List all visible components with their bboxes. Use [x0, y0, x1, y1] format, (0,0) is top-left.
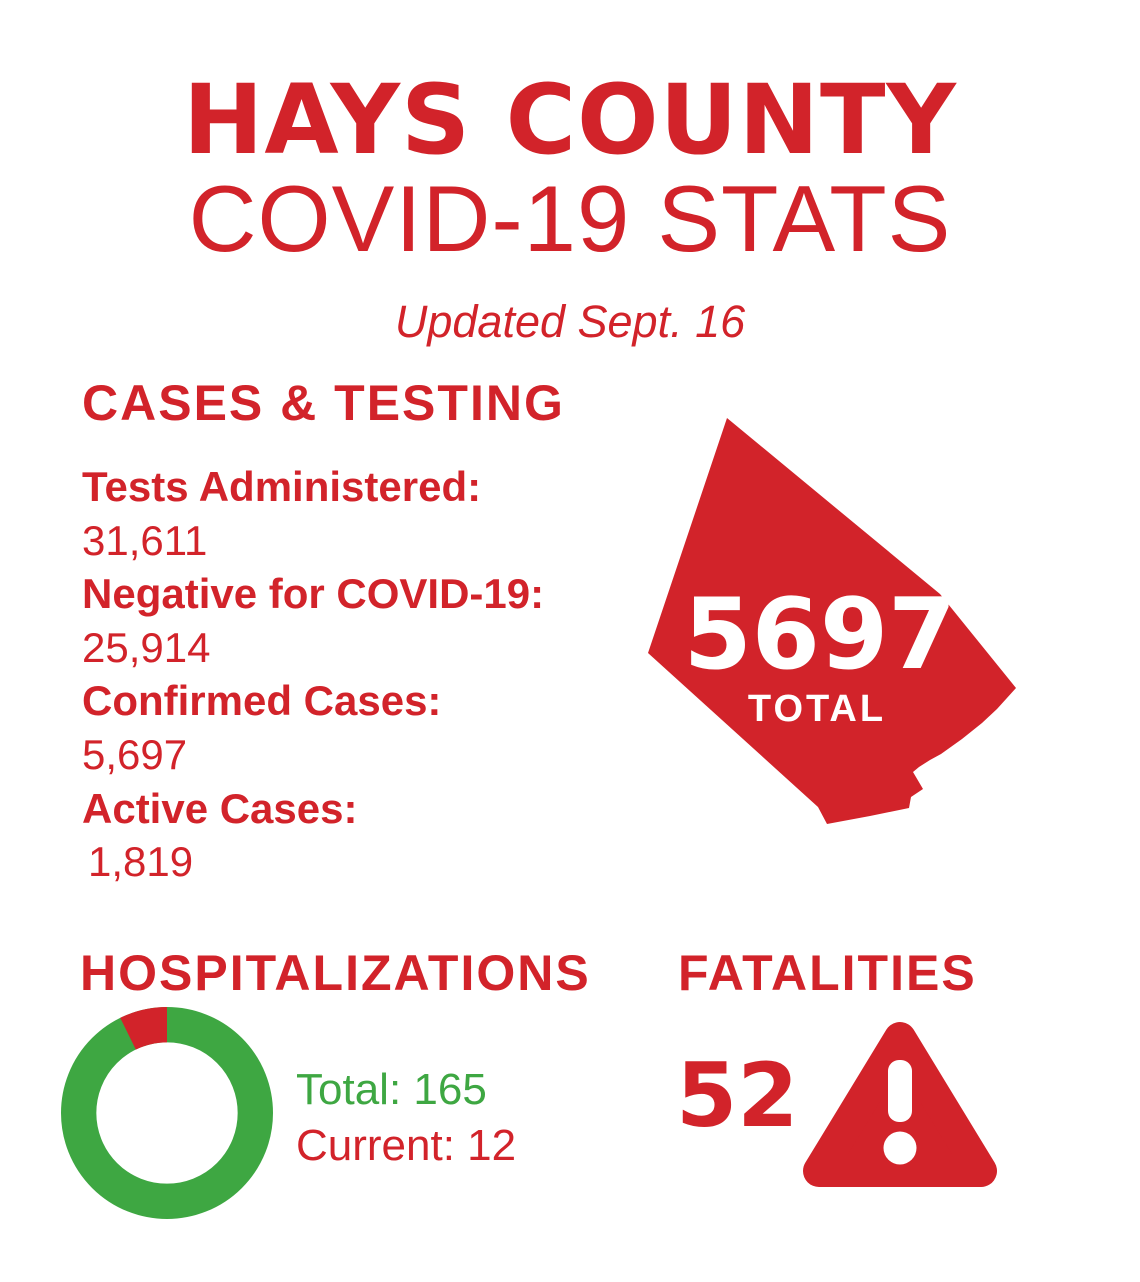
stat-value-tests: 31,611 — [82, 516, 208, 564]
hays-county-map-icon — [630, 405, 1020, 830]
stat-label-active: Active Cases: — [82, 784, 358, 832]
exclamation-dot — [884, 1132, 917, 1165]
warning-triangle-icon — [800, 1012, 1000, 1190]
county-total-label: TOTAL — [747, 688, 887, 730]
stat-label-confirmed: Confirmed Cases: — [82, 677, 442, 725]
fatalities-count: 52 — [676, 1044, 799, 1147]
legend-total: Total: 165 — [296, 1065, 487, 1114]
hospitalizations-heading: HOSPITALIZATIONS — [80, 945, 591, 1001]
cases-testing-stats — [82, 460, 602, 889]
stat-value-negative: 25,914 — [82, 623, 211, 671]
stat-value-confirmed: 5,697 — [82, 730, 188, 778]
legend-current: Current: 12 — [296, 1121, 517, 1170]
hospitalizations-legend — [296, 1062, 516, 1174]
fatalities-heading: FATALITIES — [678, 945, 977, 1001]
stat-label-tests: Tests Administered: — [82, 463, 482, 510]
hospitalizations-donut-chart — [61, 1007, 273, 1219]
page-title: HAYS COUNTY — [183, 64, 957, 176]
cases-testing-heading: CASES & TESTING — [82, 375, 565, 431]
donut-total-ring — [79, 1025, 256, 1202]
updated-date: Updated Sept. 16 — [394, 296, 746, 347]
stat-value-active: 1,819 — [88, 838, 194, 886]
county-total-number: 5697 — [683, 578, 957, 692]
page-subtitle: COVID-19 STATS — [188, 166, 952, 271]
stat-label-negative: Negative for COVID-19: — [82, 570, 545, 618]
exclamation-bar — [888, 1060, 912, 1122]
